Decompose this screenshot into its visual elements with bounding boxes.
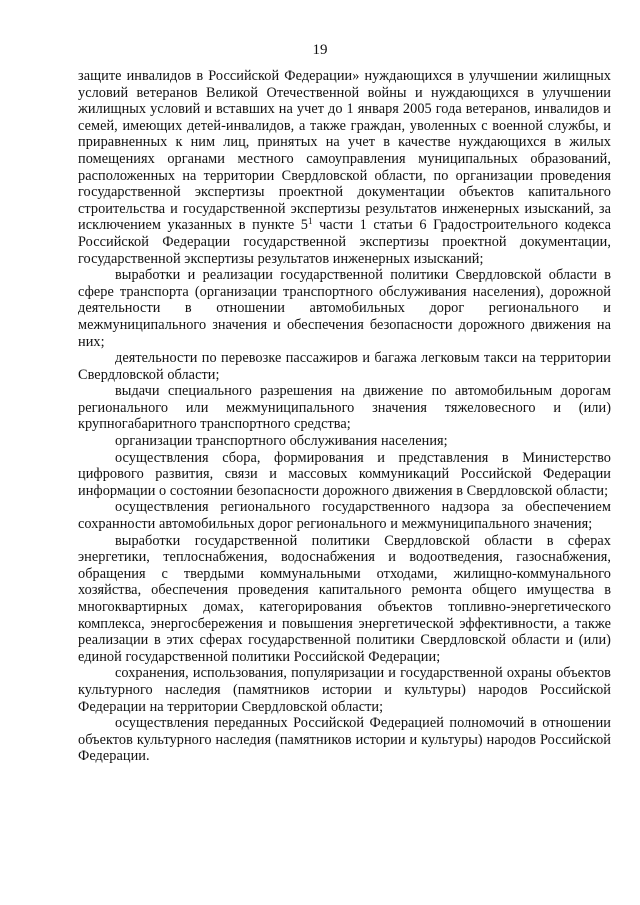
paragraph-text-part-1: защите инвалидов в Российской Федерации» нуждающихся в улучшении жилищных условий ветеранов Великой Отечественной войны и нуждающихся в улучшении жилищных условий и вставших на учет до 1 января 2005 года ветеранов, инвалидов и семей, имеющих детей-инвалидов, а также граждан, уволенных с военной службы, и приравненных к ним лиц, принятых на учет в качестве нуждающихся в жилых помещениях органами местного самоуправления муниципальных образований, расположенных на территории Свердловской области, по организации проведения государственной экспертизы проектной документации объектов капитального строительства и государственной экспертизы результатов инженерных изысканий, за исключением указанных в пункте 5: [78, 68, 611, 234]
paragraph-text-part-2: части 1 статьи 6 Градостроительного кодекса Российской Федерации государственной экспертизы проектной документации, государственной экспертизы результатов инженерных изысканий;: [78, 217, 611, 267]
paragraph-taxi: деятельности по перевозке пассажиров и багажа легковым такси на территории Свердловской области;: [78, 350, 611, 383]
paragraph-heavy-vehicles: выдачи специального разрешения на движение по автомобильным дорогам регионального или межмуниципального значения тяжеловесного и (или) крупногабаритного транспортного средства;: [78, 383, 611, 433]
superscript-marker: 1: [307, 216, 313, 227]
paragraph-continuation: [78, 68, 611, 267]
paragraph-transport-policy: выработки и реализации государственной политики Свердловской области в сфере транспорта (организации транспортного обслуживания населения), дорожной деятельности в отношении автомобильных дорог регионального и межмуниципального значения и обеспечения безопасности дорожного движения на них;: [78, 267, 611, 350]
paragraph-energy-housing: выработки государственной политики Свердловской области в сферах энергетики, теплоснабжения, водоснабжения и водоотведения, газоснабжения, обращения с твердыми коммунальными отходами, жилищно-коммунального хозяйства, обеспечения проведения капитального ремонта общего имущества в многоквартирных домах, категорирования объектов топливно-энергетического комплекса, энергосбережения и повышения энергетической эффективности, а также реализации в этих сферах государственной политики Свердловской области и (или) единой государственной политики Российской Федерации;: [78, 532, 611, 665]
paragraph-road-supervision: осуществления регионального государственного надзора за обеспечением сохранности автомобильных дорог регионального и межмуниципального значения;: [78, 499, 611, 533]
paragraph-transport-service: организации транспортного обслуживания населения;: [115, 433, 448, 450]
document-body: [78, 68, 611, 765]
paragraph-cultural-heritage-protection: сохранения, использования, популяризации и государственной охраны объектов культурного наследия (памятников истории и культуры) народов Российской Федерации на территории Свердловской области;: [78, 665, 611, 715]
paragraph-cultural-heritage-powers: осуществления переданных Российской Федерацией полномочий в отношении объектов культурного наследия (памятников истории и культуры) народов Российской Федерации.: [78, 715, 611, 765]
paragraph-road-safety-info: осуществления сбора, формирования и представления в Министерство цифрового развития, связи и массовых коммуникаций Российской Федерации информации о состоянии безопасности дорожного движения в Свердловской области;: [78, 449, 611, 499]
page-number: 19: [312, 42, 328, 58]
